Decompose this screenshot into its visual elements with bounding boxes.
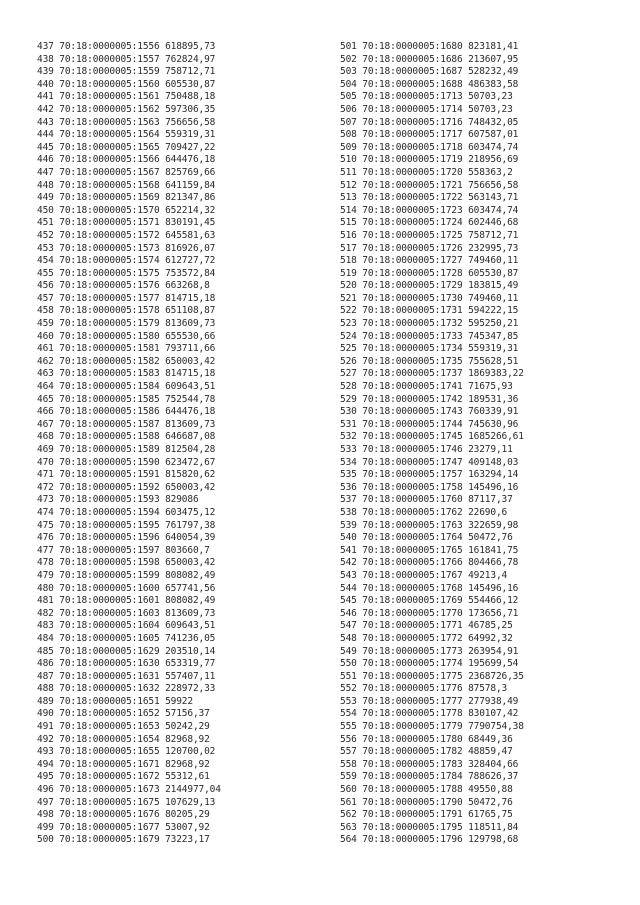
record-line: 443 70:18:0000005:1563 756656,58 — [37, 116, 216, 128]
record-line: 515 70:18:0000005:1724 602446,68 — [340, 217, 519, 229]
record-line: 467 70:18:0000005:1587 813609,73 — [37, 418, 216, 430]
record-line: 495 70:18:0000005:1672 55312,61 — [37, 771, 210, 783]
record-line: 516 70:18:0000005:1725 758712,71 — [340, 229, 519, 241]
record-line: 514 70:18:0000005:1723 603474,74 — [340, 204, 519, 216]
record-line: 479 70:18:0000005:1599 808082,49 — [37, 569, 216, 581]
record-line: 453 70:18:0000005:1573 816926,07 — [37, 242, 216, 254]
record-line: 554 70:18:0000005:1778 830107,42 — [340, 708, 519, 720]
record-line: 485 70:18:0000005:1629 203510,14 — [37, 645, 216, 657]
record-line: 440 70:18:0000005:1560 605530,87 — [37, 78, 216, 90]
record-line: 481 70:18:0000005:1601 808082,49 — [37, 595, 216, 607]
record-line: 475 70:18:0000005:1595 761797,38 — [37, 519, 216, 531]
record-line: 463 70:18:0000005:1583 814715,18 — [37, 368, 216, 380]
record-line: 484 70:18:0000005:1605 741236,05 — [37, 632, 216, 644]
record-line: 518 70:18:0000005:1727 749460,11 — [340, 255, 519, 267]
record-line: 473 70:18:0000005:1593 829086 — [37, 494, 199, 506]
record-line: 542 70:18:0000005:1766 804466,78 — [340, 557, 519, 569]
record-line: 468 70:18:0000005:1588 646687,08 — [37, 431, 216, 443]
record-line: 451 70:18:0000005:1571 830191,45 — [37, 217, 216, 229]
record-line: 471 70:18:0000005:1591 815820,62 — [37, 469, 216, 481]
record-line: 531 70:18:0000005:1744 745630,96 — [340, 418, 519, 430]
record-line: 449 70:18:0000005:1569 821347,86 — [37, 192, 216, 204]
record-line: 454 70:18:0000005:1574 612727,72 — [37, 255, 216, 267]
record-line: 500 70:18:0000005:1679 73223,17 — [37, 834, 210, 846]
record-line: 445 70:18:0000005:1565 709427,22 — [37, 141, 216, 153]
record-line: 446 70:18:0000005:1566 644476,18 — [37, 154, 216, 166]
record-line: 540 70:18:0000005:1764 50472,76 — [340, 532, 513, 544]
record-line: 538 70:18:0000005:1762 22690,6 — [340, 506, 508, 518]
record-line: 483 70:18:0000005:1604 609643,51 — [37, 620, 216, 632]
record-line: 548 70:18:0000005:1772 64992,32 — [340, 632, 513, 644]
record-line: 458 70:18:0000005:1578 651108,87 — [37, 305, 216, 317]
record-line: 496 70:18:0000005:1673 2144977,04 — [37, 784, 221, 796]
record-line: 523 70:18:0000005:1732 595250,21 — [340, 318, 519, 330]
record-line: 469 70:18:0000005:1589 812504,28 — [37, 444, 216, 455]
record-line: 561 70:18:0000005:1790 50472,76 — [340, 796, 513, 808]
record-line: 556 70:18:0000005:1780 68449,36 — [340, 733, 513, 745]
record-line: 534 70:18:0000005:1747 409148,03 — [340, 456, 519, 468]
record-line: 520 70:18:0000005:1729 183815,49 — [340, 280, 519, 292]
record-line: 529 70:18:0000005:1742 189531,36 — [340, 393, 519, 405]
record-line: 499 70:18:0000005:1677 53007,92 — [37, 821, 210, 833]
record-line: 541 70:18:0000005:1765 161841,75 — [340, 544, 519, 556]
record-line: 439 70:18:0000005:1559 758712,71 — [37, 66, 216, 78]
record-line: 494 70:18:0000005:1671 82968,92 — [37, 758, 210, 770]
record-line: 528 70:18:0000005:1741 71675,93 — [340, 381, 513, 393]
record-line: 486 70:18:0000005:1630 653319,77 — [37, 658, 216, 670]
record-line: 489 70:18:0000005:1651 59922 — [37, 695, 193, 707]
record-line: 450 70:18:0000005:1570 652214,32 — [37, 204, 216, 216]
record-line: 563 70:18:0000005:1795 118511,84 — [340, 821, 519, 833]
record-line: 492 70:18:0000005:1654 82968,92 — [37, 733, 210, 745]
record-line: 493 70:18:0000005:1655 120700,02 — [37, 746, 216, 758]
record-line: 444 70:18:0000005:1564 559319,31 — [37, 129, 216, 141]
record-line: 447 70:18:0000005:1567 825769,66 — [37, 166, 216, 178]
record-line: 487 70:18:0000005:1631 557407,11 — [37, 670, 216, 682]
record-line: 564 70:18:0000005:1796 129798,68 — [340, 834, 519, 846]
record-line: 460 70:18:0000005:1580 655530,66 — [37, 330, 216, 342]
record-line: 527 70:18:0000005:1737 1869383,22 — [340, 368, 524, 380]
record-line: 533 70:18:0000005:1746 23279,11 — [340, 444, 513, 455]
record-line: 508 70:18:0000005:1717 607587,01 — [340, 129, 519, 141]
record-line: 459 70:18:0000005:1579 813609,73 — [37, 318, 216, 330]
record-line: 472 70:18:0000005:1592 650003,42 — [37, 481, 216, 493]
record-line: 462 70:18:0000005:1582 650003,42 — [37, 355, 216, 367]
record-line: 504 70:18:0000005:1688 486383,58 — [340, 78, 519, 90]
record-line: 488 70:18:0000005:1632 228972,33 — [37, 683, 216, 695]
record-line: 498 70:18:0000005:1676 80205,29 — [37, 809, 210, 821]
record-line: 522 70:18:0000005:1731 594222,15 — [340, 305, 519, 317]
record-line: 505 70:18:0000005:1713 50703,23 — [340, 91, 513, 103]
record-line: 555 70:18:0000005:1779 7790754,38 — [340, 721, 524, 733]
record-line: 503 70:18:0000005:1687 528232,49 — [340, 66, 519, 78]
record-line: 524 70:18:0000005:1733 745347,85 — [340, 330, 519, 342]
record-line: 511 70:18:0000005:1720 558363,2 — [340, 166, 513, 178]
record-line: 466 70:18:0000005:1586 644476,18 — [37, 406, 216, 418]
record-line: 553 70:18:0000005:1777 277938,49 — [340, 695, 519, 707]
record-line: 519 70:18:0000005:1728 605530,87 — [340, 267, 519, 279]
record-line: 478 70:18:0000005:1598 650003,42 — [37, 557, 216, 569]
record-line: 442 70:18:0000005:1562 597306,35 — [37, 103, 216, 115]
record-line: 501 70:18:0000005:1680 823181,41 — [340, 41, 519, 52]
record-line: 506 70:18:0000005:1714 50703,23 — [340, 103, 513, 115]
record-line: 517 70:18:0000005:1726 232995,73 — [340, 242, 519, 254]
record-line: 507 70:18:0000005:1716 748432,05 — [340, 116, 519, 128]
record-line: 545 70:18:0000005:1769 554466,12 — [340, 595, 519, 607]
record-line: 536 70:18:0000005:1758 145496,16 — [340, 481, 519, 493]
record-line: 532 70:18:0000005:1745 1685266,61 — [340, 431, 524, 443]
record-line: 521 70:18:0000005:1730 749460,11 — [340, 292, 519, 304]
left-column — [37, 41, 337, 847]
record-line: 549 70:18:0000005:1773 263954,91 — [340, 645, 519, 657]
record-line: 547 70:18:0000005:1771 46785,25 — [340, 620, 513, 632]
record-line: 470 70:18:0000005:1590 623472,67 — [37, 456, 216, 468]
record-line: 557 70:18:0000005:1782 48859,47 — [340, 746, 513, 758]
record-line: 525 70:18:0000005:1734 559319,31 — [340, 343, 519, 355]
record-line: 543 70:18:0000005:1767 49213,4 — [340, 569, 508, 581]
record-line: 562 70:18:0000005:1791 61765,75 — [340, 809, 513, 821]
record-line: 477 70:18:0000005:1597 803660,7 — [37, 544, 210, 556]
record-line: 502 70:18:0000005:1686 213607,95 — [340, 53, 519, 65]
record-line: 490 70:18:0000005:1652 57156,37 — [37, 708, 210, 720]
record-line: 560 70:18:0000005:1788 49550,88 — [340, 784, 513, 796]
record-line: 510 70:18:0000005:1719 218956,69 — [340, 154, 519, 166]
record-line: 491 70:18:0000005:1653 50242,29 — [37, 721, 210, 733]
record-line: 438 70:18:0000005:1557 762824,97 — [37, 53, 216, 65]
record-line: 476 70:18:0000005:1596 640054,39 — [37, 532, 216, 544]
record-line: 465 70:18:0000005:1585 752544,78 — [37, 393, 216, 405]
record-line: 552 70:18:0000005:1776 87578,3 — [340, 683, 508, 695]
record-line: 526 70:18:0000005:1735 755628,51 — [340, 355, 519, 367]
record-line: 482 70:18:0000005:1603 813609,73 — [37, 607, 216, 619]
record-line: 530 70:18:0000005:1743 760339,91 — [340, 406, 519, 418]
record-line: 509 70:18:0000005:1718 603474,74 — [340, 141, 519, 153]
record-line: 551 70:18:0000005:1775 2368726,35 — [340, 670, 524, 682]
record-line: 537 70:18:0000005:1760 87117,37 — [340, 494, 513, 506]
record-line: 550 70:18:0000005:1774 195699,54 — [340, 658, 519, 670]
record-line: 513 70:18:0000005:1722 563143,71 — [340, 192, 519, 204]
right-column — [340, 41, 640, 847]
record-line: 497 70:18:0000005:1675 107629,13 — [37, 796, 216, 808]
record-line: 535 70:18:0000005:1757 163294,14 — [340, 469, 519, 481]
record-line: 512 70:18:0000005:1721 756656,58 — [340, 179, 519, 191]
record-line: 437 70:18:0000005:1556 618895,73 — [37, 41, 216, 52]
record-line: 461 70:18:0000005:1581 793711,66 — [37, 343, 216, 355]
record-line: 558 70:18:0000005:1783 328404,66 — [340, 758, 519, 770]
record-line: 559 70:18:0000005:1784 788626,37 — [340, 771, 519, 783]
record-line: 474 70:18:0000005:1594 603475,12 — [37, 506, 216, 518]
record-line: 452 70:18:0000005:1572 645581,63 — [37, 229, 216, 241]
record-line: 456 70:18:0000005:1576 663268,8 — [37, 280, 210, 292]
record-line: 480 70:18:0000005:1600 657741,56 — [37, 582, 216, 594]
record-line: 539 70:18:0000005:1763 322659,98 — [340, 519, 519, 531]
record-line: 448 70:18:0000005:1568 641159,84 — [37, 179, 216, 191]
record-line: 464 70:18:0000005:1584 609643,51 — [37, 381, 216, 393]
record-line: 455 70:18:0000005:1575 753572,84 — [37, 267, 216, 279]
record-line: 457 70:18:0000005:1577 814715,18 — [37, 292, 216, 304]
record-line: 544 70:18:0000005:1768 145496,16 — [340, 582, 519, 594]
record-line: 546 70:18:0000005:1770 173656,71 — [340, 607, 519, 619]
record-line: 441 70:18:0000005:1561 750488,18 — [37, 91, 216, 103]
